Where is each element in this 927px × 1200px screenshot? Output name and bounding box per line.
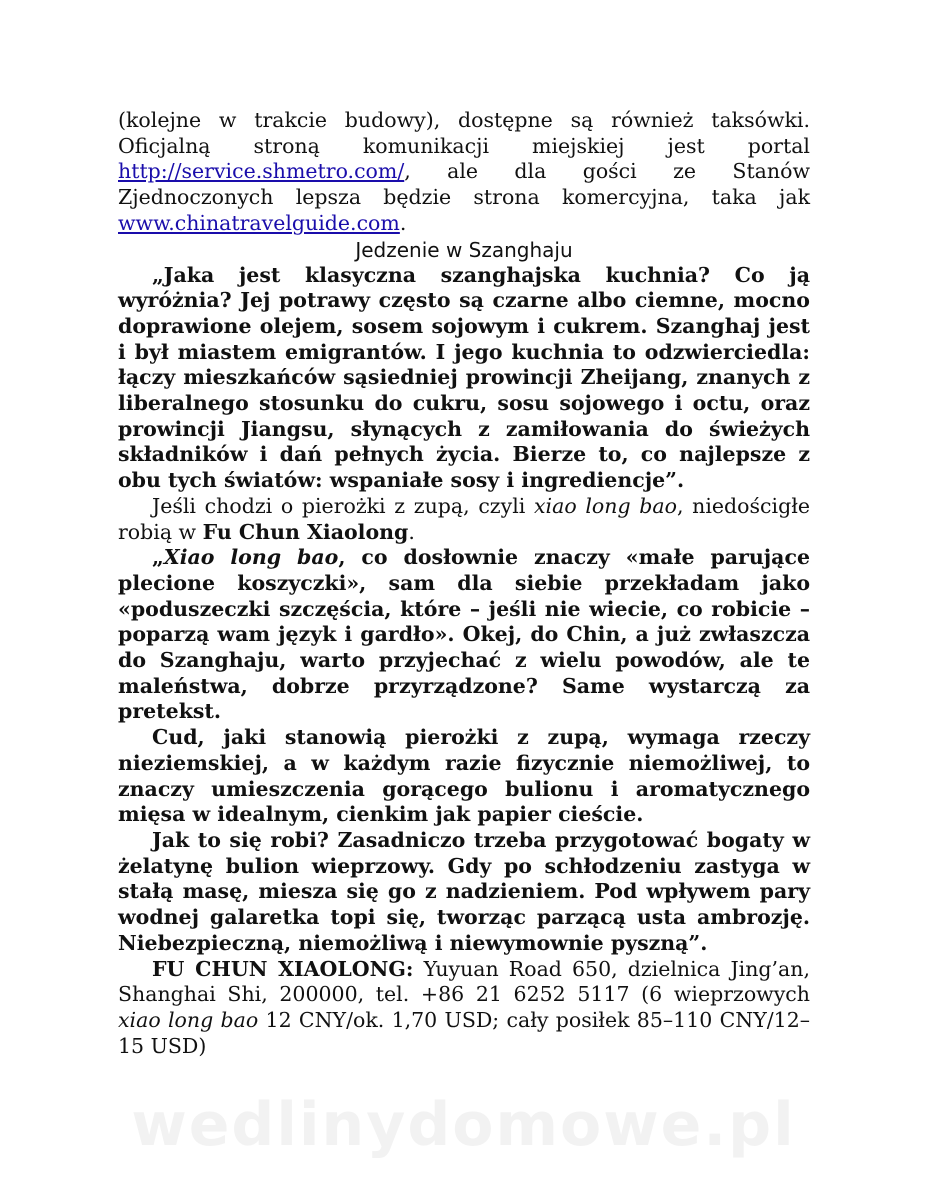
text-run: 12 CNY/ok. 1,70 USD; cały posiłek 85–110 CNY/12–15 USD)	[118, 1007, 810, 1058]
text-run: , niedościgłe robią w	[118, 493, 810, 544]
shmetro-link[interactable]: http://service.shmetro.com/	[118, 159, 405, 184]
text-run: , ale dla gości ze Stanów Zjednoczonych lepsza będzie strona komercyjna, taka jak	[118, 159, 810, 210]
restaurant-label: FU CHUN XIAOLONG:	[152, 956, 414, 981]
document-page	[118, 108, 810, 1059]
paragraph-quote-xiaolongbao	[118, 545, 810, 725]
text-run: (kolejne w trakcie budowy), dostępne są również taksówki. Oficjalną stroną komunikacji miejskiej jest portal	[118, 108, 810, 158]
chinatravelguide-link[interactable]: www.chinatravelguide.com	[118, 210, 400, 235]
paragraph-transport	[118, 108, 810, 237]
restaurant-name: Fu Chun Xiaolong	[202, 519, 409, 544]
paragraph-quote-miracle: Cud, jaki stanowią pierożki z zupą, wymaga rzeczy nieziemskiej, a w każdym razie fizycznie niemożliwej, to znaczy umieszczenia gorącego bulionu i aromatycznego mięsa w idealnym, cienkim jak papier cieście.	[118, 725, 810, 827]
text-run: Jeśli chodzi o pierożki z zupą, czyli	[152, 493, 534, 518]
dish-name: Xiao long bao	[163, 545, 339, 570]
paragraph-restaurant-info	[118, 957, 810, 1060]
section-heading: Jedzenie w Szanghaju	[355, 237, 573, 262]
dish-name: xiao long bao	[534, 493, 677, 518]
paragraph-quote-cuisine: „Jaka jest klasyczna szanghajska kuchnia? Co ją wyróżnia? Jej potrawy często są czarne albo ciemne, mocno doprawione olejem, sosem sojowym i cukrem. Szanghaj jest i był miastem emigrantów. I jego kuchnia to odzwierciedla: łączy mieszkańców sąsiedniej prowincji Zheijang, znanych z liberalnego stosunku do cukru, sosu sojowego i octu, oraz prowincji Jiangsu, słynących z zamiłowania do świeżych składników i dań pełnych życia. Bierze to, co najlepsze z obu tych światów: wspaniałe sosy i ingrediencje”.	[118, 262, 810, 493]
watermark: wedlinydomowe.pl	[131, 1090, 796, 1160]
dish-name: xiao long bao	[118, 1007, 259, 1032]
text-run: , co dosłownie znaczy «małe parujące plecione koszyczki», sam dla siebie przekładam jako «poduszeczki szczęścia, które – jeśli nie wiecie, co robicie – poparzą wam język i gardło». Okej, do Chin, a już zwłaszcza do Szanghaju, warto przyjechać z wielu powodów, ale te maleństwa, dobrze przyrządzone? Same wystarczą za pretekst.	[118, 545, 810, 724]
text-run: Yuyuan Road 650, dzielnica Jing’an, Shanghai Shi, 200000, tel. +86 21 6252 5117 (6 wieprzowych	[118, 956, 810, 1007]
text-run: „	[152, 545, 164, 570]
text-run: .	[399, 210, 407, 235]
paragraph-dumplings-intro	[118, 494, 810, 545]
text-run: .	[408, 519, 415, 544]
paragraph-quote-howto: Jak to się robi? Zasadniczo trzeba przygotować bogaty w żelatynę bulion wieprzowy. Gdy po schłodzeniu zastyga w stałą masę, miesza się go z nadzieniem. Pod wpływem pary wodnej galaretka topi się, tworząc parzącą usta ambrozję. Niebezpieczną, niemożliwą i niewymownie pyszną”.	[118, 827, 810, 955]
